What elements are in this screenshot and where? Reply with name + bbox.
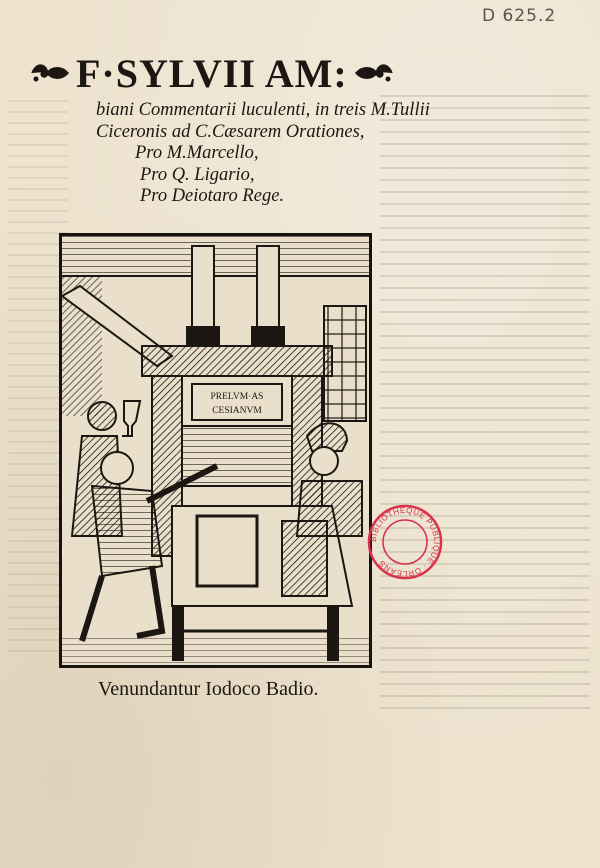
main-title: F·SYLVII AM: bbox=[76, 50, 348, 96]
woodcut-printing-press bbox=[59, 233, 372, 668]
title-heading bbox=[30, 48, 450, 98]
press-banner-line1: PRELVM·AS bbox=[210, 392, 264, 402]
title-text bbox=[96, 100, 496, 208]
title-line: Ciceronis ad C.Cæsarem Orationes, bbox=[96, 121, 365, 142]
imprint: Venundantur Iodoco Badio. bbox=[98, 678, 319, 700]
stamp-text: BIBLIOTHEQUE PUBLIQUE · ORLEANS bbox=[368, 505, 442, 579]
fleuron-right-icon bbox=[354, 60, 394, 86]
woodcut-illustration bbox=[62, 236, 369, 665]
title-line: Pro Deiotaro Rege. bbox=[140, 186, 285, 206]
library-stamp-icon bbox=[365, 502, 445, 582]
press-banner-line2: CESIANVM bbox=[212, 406, 262, 416]
shelfmark: D 625.2 bbox=[482, 6, 557, 26]
fleuron-left-icon bbox=[30, 60, 70, 86]
title-line: Pro M.Marcello, bbox=[135, 143, 259, 163]
title-line: biani Commentarii luculenti, in treis M.Tullii bbox=[96, 100, 430, 120]
title-line: Pro Q. Ligario, bbox=[140, 164, 255, 185]
